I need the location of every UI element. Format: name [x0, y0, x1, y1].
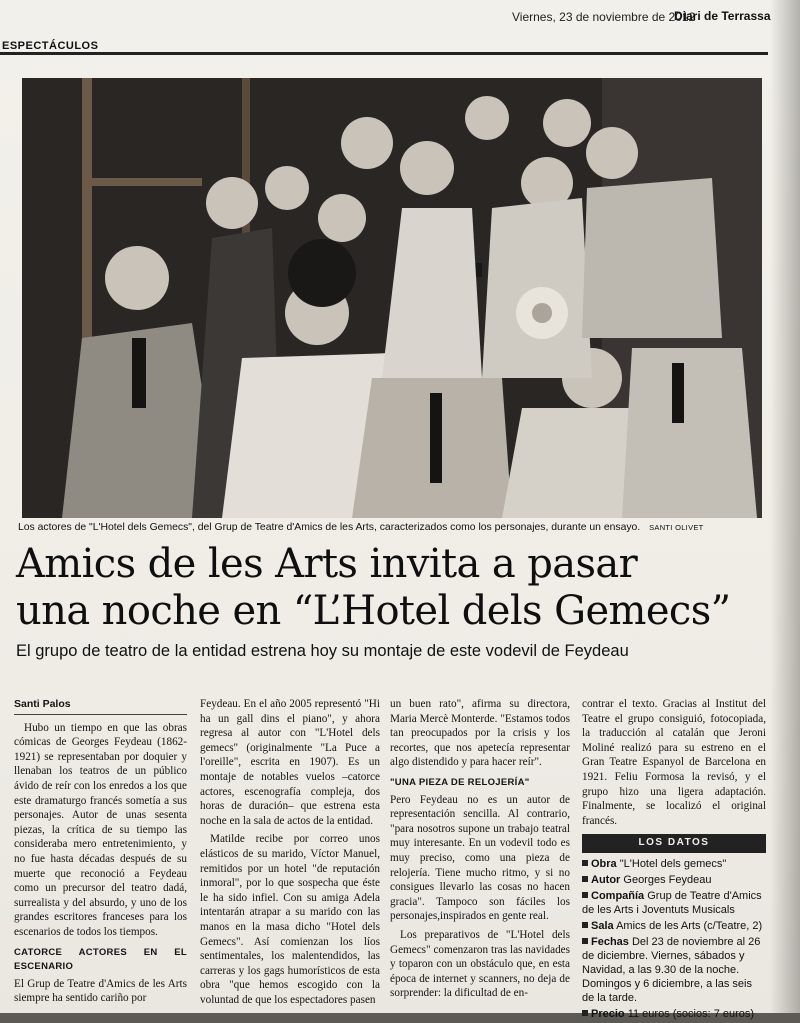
facts-box [582, 857, 766, 1021]
fact-label: Precio [591, 1007, 625, 1020]
paragraph: Los preparativos de "L'Hotel dels Gemecs" comenzaron tras las navidades y toparon con un obstáculo que, en esta época de internet y scanners, no deja de sorprender: la dificultad de en- [390, 928, 570, 1000]
byline: Santi Palos [14, 697, 187, 715]
paragraph: contrar el texto. Gracias al Institut del Teatre el grupo consiguió, fotocopiada, la traducción al catalán que Jeroni Moliné realizó para su estreno en el Gran Teatre Espanyol de Barcelona en 1921. Feliu Formosa la revisó, y el grupo hizo una ligera adaptación. Finalmente, se localizó el original francés. [582, 698, 766, 827]
article-subhead: El grupo de teatro de la entidad estrena hoy su montaje de este vodevil de Feydeau [16, 642, 629, 660]
fact-value: Georges Feydeau [623, 873, 712, 886]
paragraph: Matilde recibe por correo unos elásticos de su marido, Víctor Manuel, remitidos por un hotel "de reputación inmoral", por lo que sospecha que éste le ha sido infiel. Con su amiga Adela intentarán atrapar a su marido con las manos en la masa dicho "Hotel dels Gemecs". Así comienzan los líos sentimentales, los malentendidos, las carreras y los gags humorísticos de esta obra "que hemos escogido con la voluntad de que los espectadores pasen [200, 833, 380, 1006]
caption-text: Los actores de "L'Hotel dels Gemecs", del Grup de Teatre d'Amics de les Arts, caracterizados como los personajes, durante un ensayo. [18, 522, 641, 533]
cast-photo [22, 78, 762, 518]
fact-compania [582, 889, 766, 917]
headline-line-1: Amics de les Arts invita a pasar [16, 541, 638, 587]
section-label: ESPECTÁCULOS [2, 40, 99, 52]
paragraph: Pero Feydeau no es un autor de representación sencilla. Al contrario, "para nosotros supone un trabajo teatral muy interesante. En un vodevil todo es muy preciso, como una pieza de relojería. Tiene mucho ritmo, y si no consigues llevarlo las cosas no hacen gracia". Tampoco son fáciles los personajes,inspirados en gente real. [390, 793, 570, 923]
fact-label: Sala [591, 919, 614, 932]
article-column-4 [582, 697, 766, 1023]
paragraph: un buen rato", afirma su directora, Maria Mercè Monterde. "Estamos todos tan preocupados por la crisis y los recortes, que nos apetecía representar algo distendido y para hacer reír". [390, 698, 570, 769]
fact-sala [582, 919, 766, 933]
paragraph: Feydeau. En el año 2005 representó "Hi ha un gall dins el piano", y ahora regresa al autor con "L'Hotel dels gemecs" (originalmente "La Puce a l'oreille", escrita en 1907). Es un montaje de notables vuelos –catorce actores, escenografía compleja, dos horas de duración– que estrena esta noche en la sala de actos de la entidad. [200, 698, 380, 827]
fact-precio [582, 1007, 766, 1021]
page-shadow-edge [770, 0, 800, 1013]
newspaper-name: Diari de Terrassa [674, 9, 771, 23]
bullet-square-icon [582, 876, 588, 882]
fact-value: "L'Hotel dels gemecs" [619, 857, 727, 870]
article-column-1 [14, 697, 187, 1010]
fact-value: Del 23 de noviembre al 26 de diciembre. Viernes, sábados y Navidad, a las 9.30 de la noche. Domingos y 6 diciembre, a las seis de la tarde. [582, 935, 761, 1004]
article-column-3 [390, 697, 570, 1005]
fact-label: Obra [591, 857, 617, 870]
paragraph: El Grup de Teatre d'Amics de les Arts siempre ha sentido cariño por [14, 977, 187, 1005]
fact-label: Autor [591, 873, 621, 886]
fact-fechas [582, 935, 766, 1005]
issue-date: Viernes, 23 de noviembre de 2012 [512, 10, 696, 24]
section-subheading: "UNA PIEZA DE RELOJERÍA" [390, 776, 530, 788]
article-column-2 [200, 697, 380, 1011]
fact-label: Fechas [591, 935, 629, 948]
cast-photo-illustration [22, 78, 762, 518]
article-headline [16, 541, 776, 635]
fact-obra [582, 857, 766, 871]
fact-label: Compañía [591, 889, 645, 902]
bullet-square-icon [582, 938, 588, 944]
section-subheading: CATORCE ACTORES EN EL ESCENARIO [14, 946, 187, 973]
facts-box-title: LOS DATOS [582, 834, 766, 853]
section-rule [0, 52, 768, 55]
photo-credit: SANTI OLIVET [649, 523, 704, 532]
bullet-square-icon [582, 892, 588, 898]
fact-value: 11 euros (socios: 7 euros) [627, 1007, 755, 1020]
fact-value: Amics de les Arts (c/Teatre, 2) [616, 919, 763, 932]
paragraph: Hubo un tiempo en que las obras cómicas de Georges Feydeau (1862-1921) se representaban por doquier y llenaban los teatros de un público ávido de reír con los enredos a los que este dramaturgo francés sometía a sus personajes. Autor de unas sesenta piezas, la crítica de su tiempo las consideraba mero entretenimiento, y no fue hasta décadas después de su muerte que reconoció a Feydeau como un precursor del teatro dadá, surrealista y del absurdo, y uno de los grandes escritores franceses para los escenarios de todos los tiempos. [14, 721, 187, 938]
headline-line-2: una noche en “L’Hotel dels Gemecs” [16, 588, 731, 634]
bullet-square-icon [582, 922, 588, 928]
fact-value: Grup de Teatre d'Amics de les Arts i Joventuts Musicals [582, 889, 762, 916]
page-header [0, 0, 800, 34]
fact-autor [582, 873, 766, 887]
photo-caption [18, 522, 768, 533]
bullet-square-icon [582, 860, 588, 866]
